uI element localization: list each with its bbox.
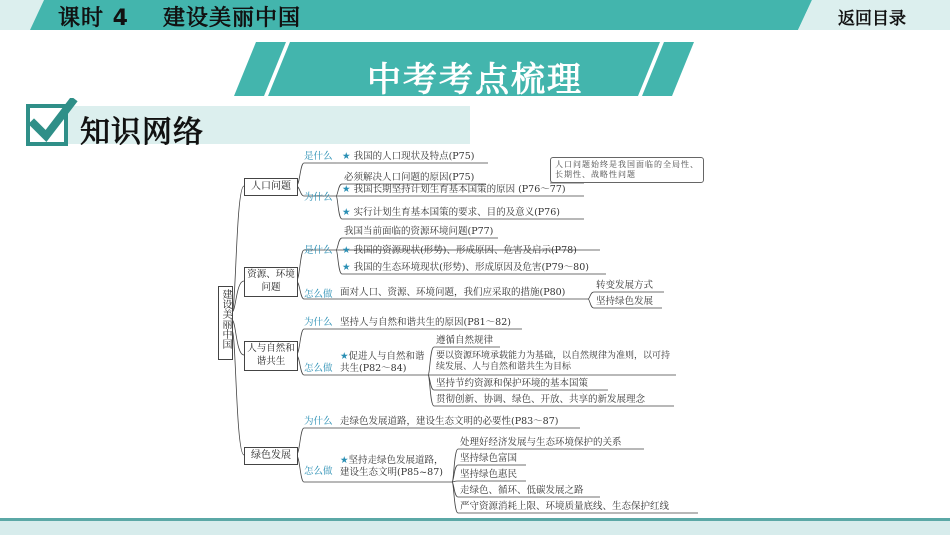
b1-why-item-1: ★ 我国长期坚持计划生育基本国策的原因 (P76～77) bbox=[342, 184, 566, 195]
b3-how-item-4: 贯彻创新、协调、绿色、开放、共享的新发展理念 bbox=[436, 394, 646, 405]
chapter-label: 课时 4 bbox=[58, 6, 129, 31]
banner-title: 中考考点梳理 bbox=[367, 60, 583, 100]
section-title: 知识网络 bbox=[80, 115, 204, 150]
b3-how-tag: 怎么做 bbox=[304, 363, 333, 374]
b1-why-head: 必须解决人口问题的原因(P75) bbox=[344, 172, 475, 183]
b2-how-tag: 怎么做 bbox=[304, 289, 333, 300]
b2-what-item-2: ★ 我国的生态环境现状(形势)、形成原因及危害(P79～80) bbox=[342, 262, 589, 273]
b3-why-text: 坚持人与自然和谐共生的原因(P81～82) bbox=[340, 317, 511, 328]
b4-why-text: 走绿色发展道路，建设生态文明的必要性(P83～87) bbox=[340, 416, 559, 427]
b4-how-tag: 怎么做 bbox=[304, 466, 333, 477]
b2-what-tag: 是什么 bbox=[304, 245, 333, 256]
b3-how-item-3: 坚持节约资源和保护环境的基本国策 bbox=[436, 378, 589, 389]
b3-how-item-1: 遵循自然规律 bbox=[436, 335, 494, 346]
b4-how-item-3: 坚持绿色惠民 bbox=[460, 469, 518, 480]
b2-how-item-2: 坚持绿色发展 bbox=[596, 296, 654, 307]
branch-harmony: 人与自然和谐共生 bbox=[244, 341, 298, 371]
bottom-bar bbox=[0, 518, 950, 535]
branch-green-development: 绿色发展 bbox=[244, 447, 298, 465]
b2-how-text: 面对人口、资源、环境问题，我们应采取的措施(P80) bbox=[340, 287, 566, 298]
b2-what-item-1: ★ 我国的资源现状(形势)、形成原因、危害及启示(P78) bbox=[342, 245, 577, 256]
back-to-contents-button[interactable]: 返回目录 bbox=[838, 9, 906, 29]
b4-why-tag: 为什么 bbox=[304, 416, 333, 427]
b2-how-item-1: 转变发展方式 bbox=[596, 280, 654, 291]
lesson-name: 建设美丽中国 bbox=[162, 6, 301, 31]
b1-callout-note: 人口问题始终是我国面临的全局性、长期性、战略性问题 bbox=[550, 157, 704, 183]
b4-how-item-5: 严守资源消耗上限、环境质量底线、生态保护红线 bbox=[460, 501, 670, 512]
branch-population: 人口问题 bbox=[244, 178, 298, 196]
b4-how-item-2: 坚持绿色富国 bbox=[460, 453, 518, 464]
b4-how-item-4: 走绿色、循环、低碳发展之路 bbox=[460, 485, 584, 496]
b4-how-text: ★坚持走绿色发展道路，建设生态文明(P85~87) bbox=[340, 455, 444, 478]
b2-what-head: 我国当前面临的资源环境问题(P77) bbox=[344, 226, 494, 237]
b3-why-tag: 为什么 bbox=[304, 317, 333, 328]
b1-why-tag: 为什么 bbox=[304, 192, 333, 203]
mindmap-root: 建设美丽中国 bbox=[218, 286, 233, 360]
b3-how-item-2: 要以资源环境承载能力为基础，以自然规律为准则，以可持续发展、人与自然和谐共生为目标 bbox=[436, 351, 671, 372]
b1-what-item: ★ 我国的人口现状及特点(P75) bbox=[342, 151, 475, 162]
b1-why-item-2: ★ 实行计划生育基本国策的要求、目的及意义(P76) bbox=[342, 207, 560, 218]
b1-what-tag: 是什么 bbox=[304, 151, 333, 162]
b3-how-text: ★促进人与自然和谐共生(P82～84) bbox=[340, 351, 425, 374]
b4-how-item-1: 处理好经济发展与生态环境保护的关系 bbox=[460, 437, 622, 448]
branch-resources-environment: 资源、环境问题 bbox=[244, 267, 298, 297]
